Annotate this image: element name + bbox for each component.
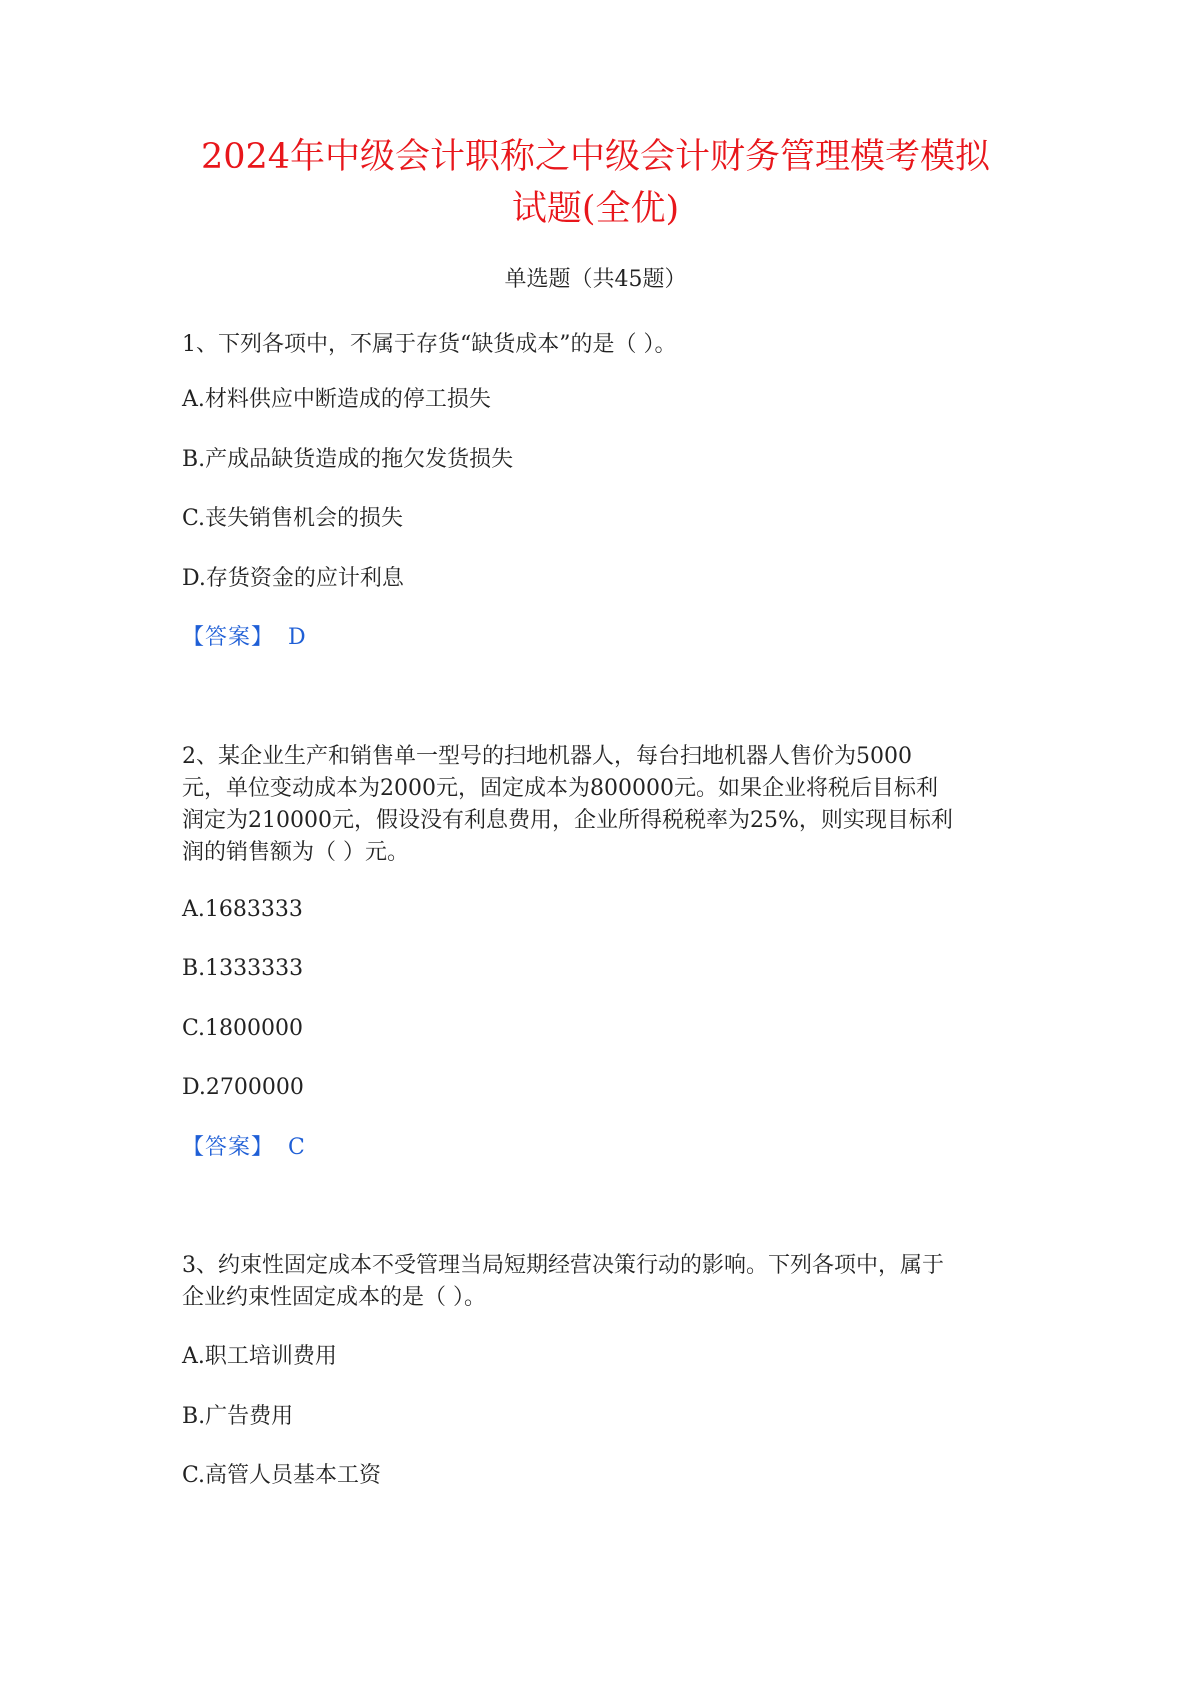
question-2-option-a: A.1683333 xyxy=(182,897,303,922)
question-2-option-c: C.1800000 xyxy=(182,1016,304,1041)
section-heading: 单选题（共45题） xyxy=(504,267,687,292)
question-1-stem: 1、下列各项中，不属于存货“缺货成本”的是（ ）。 xyxy=(182,332,677,357)
question-1-option-a: A.材料供应中断造成的停工损失 xyxy=(182,387,491,412)
question-3-stem-line-2: 企业约束性固定成本的是（ ）。 xyxy=(182,1285,486,1310)
question-2-stem-line-1: 2、某企业生产和销售单一型号的扫地机器人，每台扫地机器人售价为5000 xyxy=(182,744,912,769)
question-2-option-b: B.1333333 xyxy=(182,956,304,981)
question-1-option-d: D.存货资金的应计利息 xyxy=(182,566,404,591)
answer-label: 【答案】 xyxy=(182,1135,275,1160)
answer-value: C xyxy=(288,1135,305,1160)
question-1-answer xyxy=(182,622,306,654)
document-title xyxy=(150,131,1041,235)
question-3-stem-line-1: 3、约束性固定成本不受管理当局短期经营决策行动的影响。下列各项中，属于 xyxy=(182,1253,944,1278)
question-2-option-d: D.2700000 xyxy=(182,1075,304,1100)
question-2-answer xyxy=(182,1132,305,1164)
question-3-option-a: A.职工培训费用 xyxy=(182,1344,337,1369)
question-2-stem-line-4: 润的销售额为（ ）元。 xyxy=(182,840,409,865)
question-2-stem-line-2: 元，单位变动成本为2000元，固定成本为800000元。如果企业将税后目标利 xyxy=(182,776,938,801)
document-title-line-2: 试题(全优) xyxy=(511,189,680,229)
document-title-line-1: 2024年中级会计职称之中级会计财务管理模考模拟 xyxy=(200,137,991,177)
question-3-option-b: B.广告费用 xyxy=(182,1404,294,1429)
question-1-option-b: B.产成品缺货造成的拖欠发货损失 xyxy=(182,447,514,472)
question-1-option-c: C.丧失销售机会的损失 xyxy=(182,506,404,531)
answer-label: 【答案】 xyxy=(182,625,275,650)
question-2-stem-line-3: 润定为210000元，假设没有利息费用，企业所得税税率为25%，则实现目标利 xyxy=(182,808,953,833)
answer-value: D xyxy=(288,625,306,650)
question-3-option-c: C.高管人员基本工资 xyxy=(182,1463,382,1488)
